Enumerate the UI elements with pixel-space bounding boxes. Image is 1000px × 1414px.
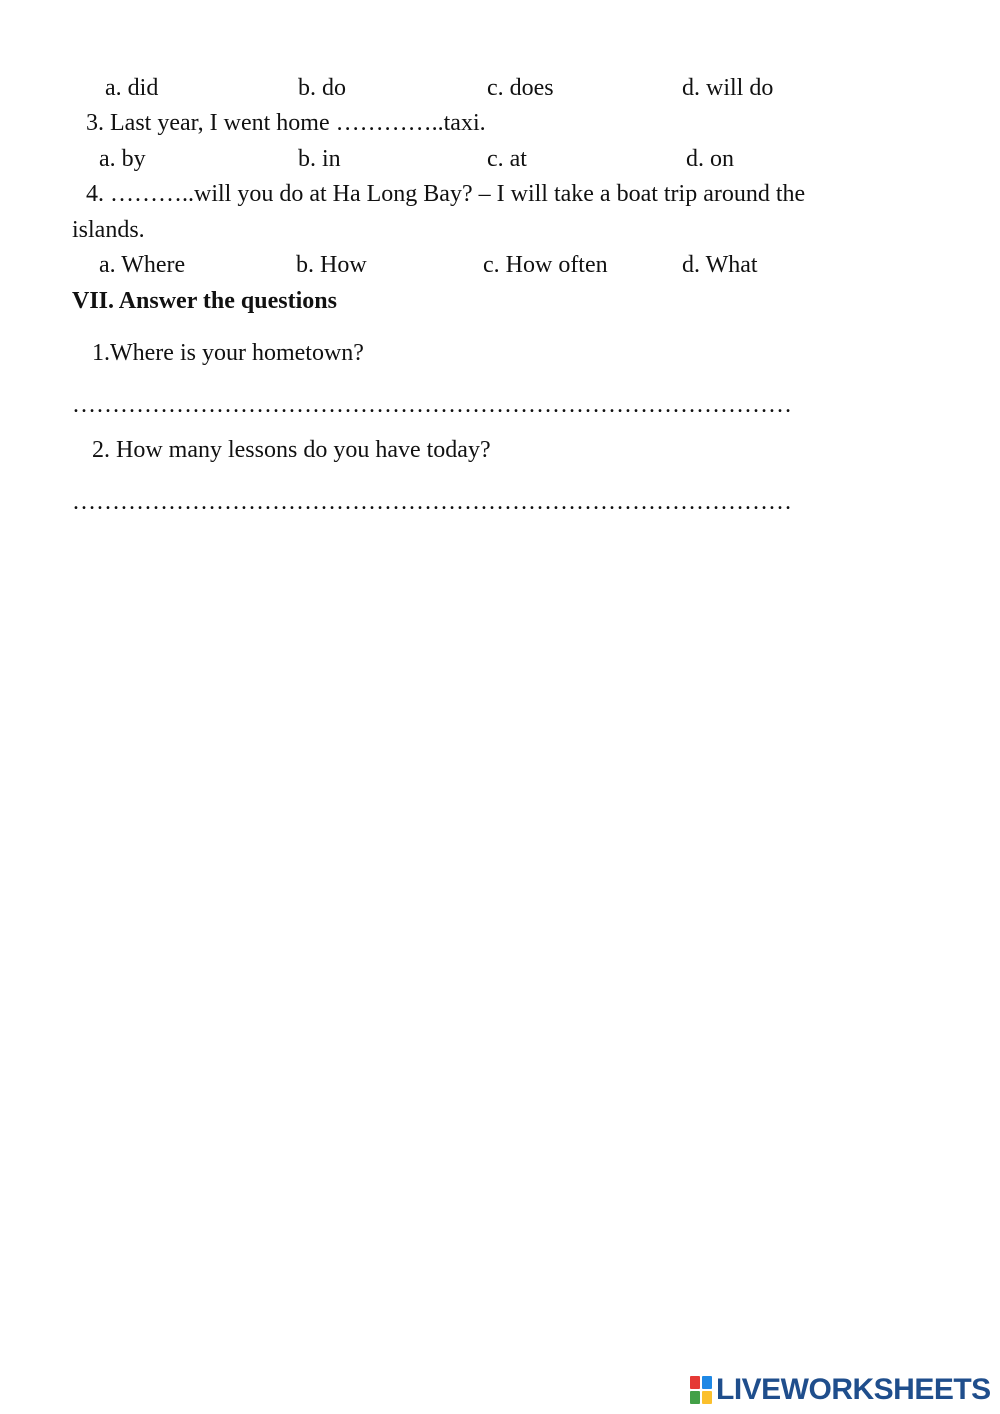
q4-option-c[interactable]: c. How often bbox=[483, 252, 608, 278]
section-heading: VII. Answer the questions bbox=[72, 288, 337, 314]
q3-option-d[interactable]: d. on bbox=[686, 146, 734, 172]
q4-option-b[interactable]: b. How bbox=[296, 252, 367, 278]
q4-option-a[interactable]: a. Where bbox=[99, 252, 186, 278]
q2-option-b[interactable]: b. do bbox=[298, 75, 346, 101]
answer-question-1: 1.Where is your hometown? bbox=[92, 340, 364, 366]
q3-question: 3. Last year, I went home …………..taxi. bbox=[86, 110, 486, 136]
answer-field-1[interactable]: ……………………………………………………………………………… bbox=[72, 392, 792, 418]
logo-text: LIVEWORKSHEETS bbox=[716, 1373, 991, 1406]
q2-option-a[interactable]: a. did bbox=[105, 75, 159, 101]
q3-option-b[interactable]: b. in bbox=[298, 146, 341, 172]
q2-option-c[interactable]: c. does bbox=[487, 75, 554, 101]
liveworksheets-logo[interactable] bbox=[690, 1372, 991, 1408]
q4-question-line2: islands. bbox=[72, 217, 145, 243]
q2-option-d[interactable]: d. will do bbox=[682, 75, 774, 101]
q4-question-line1: 4. ………..will you do at Ha Long Bay? – I will take a boat trip around the bbox=[86, 181, 806, 207]
q3-option-c[interactable]: c. at bbox=[487, 146, 527, 172]
q3-option-a[interactable]: a. by bbox=[99, 146, 146, 172]
liveworksheets-logo-icon bbox=[690, 1376, 712, 1404]
q4-option-d[interactable]: d. What bbox=[682, 252, 758, 278]
answer-question-2: 2. How many lessons do you have today? bbox=[92, 437, 491, 463]
answer-field-2[interactable]: ……………………………………………………………………………… bbox=[72, 489, 792, 515]
